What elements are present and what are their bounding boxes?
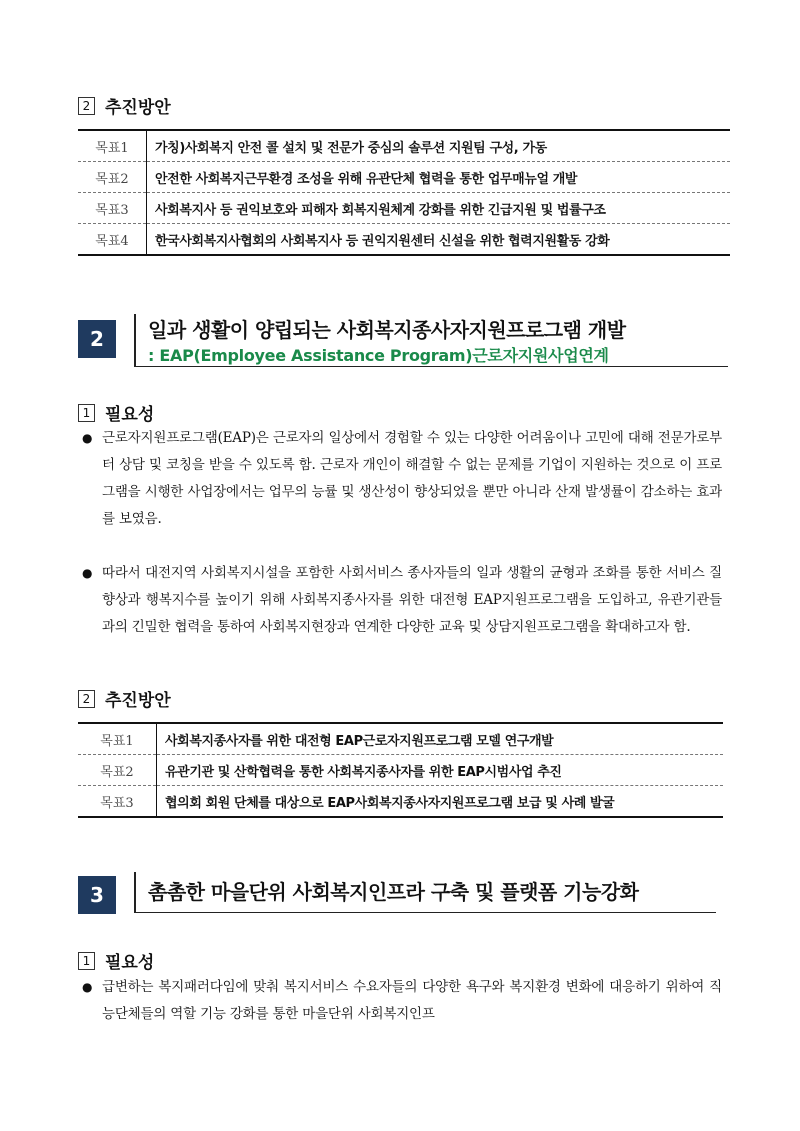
bullet-text: 근로자지원프로그램(EAP)은 근로자의 일상에서 경험할 수 있는 다양한 어려움이나 고민에 대해 전문가로부터 상담 및 코칭을 받을 수 있도록 함. 근로자 개인이 해결할 수 없는 문제를 기업이 지원하는 것으로 이 프로그램을 시행한 사업장에서는 업무의 능률 및 생산성이 향상되었을 뿐만 아니라 산재 발생률이 감소하는 효과를 보였음. [102, 430, 722, 527]
section-number: 3 [78, 876, 116, 914]
goal-label: 목표1 [78, 723, 157, 755]
table-row [78, 162, 730, 193]
goal-text: 가칭)사회복지 안전 콜 설치 및 전문가 중심의 솔루션 지원팀 구성, 가동 [155, 140, 547, 156]
goal-text: 사회복지종사자를 위한 대전형 EAP근로자지원프로그램 모델 연구개발 [165, 733, 554, 749]
table-row [78, 130, 730, 162]
goal-label: 목표3 [78, 193, 147, 224]
goal-label: 목표4 [78, 224, 147, 256]
table-row [78, 786, 723, 818]
goal-text: 유관기관 및 산학협력을 통한 사회복지종사자를 위한 EAP시범사업 추진 [157, 755, 724, 786]
plan-heading-text: 추진방안 [105, 98, 171, 118]
heading-number-box: 1 [78, 952, 95, 970]
goal-table-1 [78, 129, 730, 256]
bullet-icon: ● [82, 980, 93, 994]
plan-heading-text: 추진방안 [105, 691, 171, 711]
goal-table-2 [78, 722, 723, 818]
need-heading-text: 필요성 [105, 405, 155, 425]
goal-text: 사회복지사 등 권익보호와 피해자 회복지원체계 강화를 위한 긴급지원 및 법률구조 [147, 193, 731, 224]
bullet-paragraph [82, 560, 722, 641]
section-title-block [134, 872, 716, 913]
table-row [78, 723, 723, 755]
need-heading [78, 948, 154, 973]
need-heading [78, 400, 154, 425]
table-row [78, 193, 730, 224]
section-title: 일과 생활이 양립되는 사회복지종사자지원프로그램 개발 [148, 318, 626, 342]
goal-text: 안전한 사회복지근무환경 조성을 위해 유관단체 협력을 통한 업무매뉴얼 개발 [147, 162, 731, 193]
section-subtitle: : EAP(Employee Assistance Program)근로자지원사업연계 [148, 346, 609, 365]
plan-heading [78, 93, 171, 118]
section-title-block [134, 314, 728, 367]
goal-label: 목표1 [78, 130, 147, 162]
section-title: 촘촘한 마을단위 사회복지인프라 구축 및 플랫폼 기능강화 [148, 880, 639, 904]
goal-text: 협의회 회원 단체를 대상으로 EAP사회복지종사자지원프로그램 보급 및 사례 발굴 [157, 786, 724, 818]
section-number: 2 [78, 320, 116, 358]
goal-label: 목표3 [78, 786, 157, 818]
table-row [78, 224, 730, 256]
plan-heading [78, 686, 171, 711]
bullet-icon: ● [82, 566, 93, 580]
need-heading-text: 필요성 [105, 953, 155, 973]
bullet-icon: ● [82, 431, 93, 445]
bullet-text: 급변하는 복지패러다임에 맞춰 복지서비스 수요자들의 다양한 욕구와 복지환경 변화에 대응하기 위하여 직능단체들의 역할 기능 강화를 통한 마을단위 사회복지인프 [102, 979, 722, 1022]
table-row [78, 755, 723, 786]
goal-label: 목표2 [78, 162, 147, 193]
bullet-text: 따라서 대전지역 사회복지시설을 포함한 사회서비스 종사자들의 일과 생활의 균형과 조화를 통한 서비스 질 향상과 행복지수를 높이기 위해 사회복지종사자를 위한 대전형 EAP지원프로그램을 도입하고, 유관기관들과의 긴밀한 협력을 통하여 사회복지현장과 연계한 다양한 교육 및 상담지원프로그램을 확대하고자 함. [102, 565, 722, 635]
bullet-paragraph [82, 425, 722, 533]
goal-text: 한국사회복지사협회의 사회복지사 등 권익지원센터 신설을 위한 협력지원활동 강화 [147, 224, 731, 256]
goal-label: 목표2 [78, 755, 157, 786]
heading-number-box: 1 [78, 404, 95, 422]
bullet-paragraph [82, 974, 722, 1028]
heading-number-box: 2 [78, 690, 95, 708]
heading-number-box: 2 [78, 97, 95, 115]
